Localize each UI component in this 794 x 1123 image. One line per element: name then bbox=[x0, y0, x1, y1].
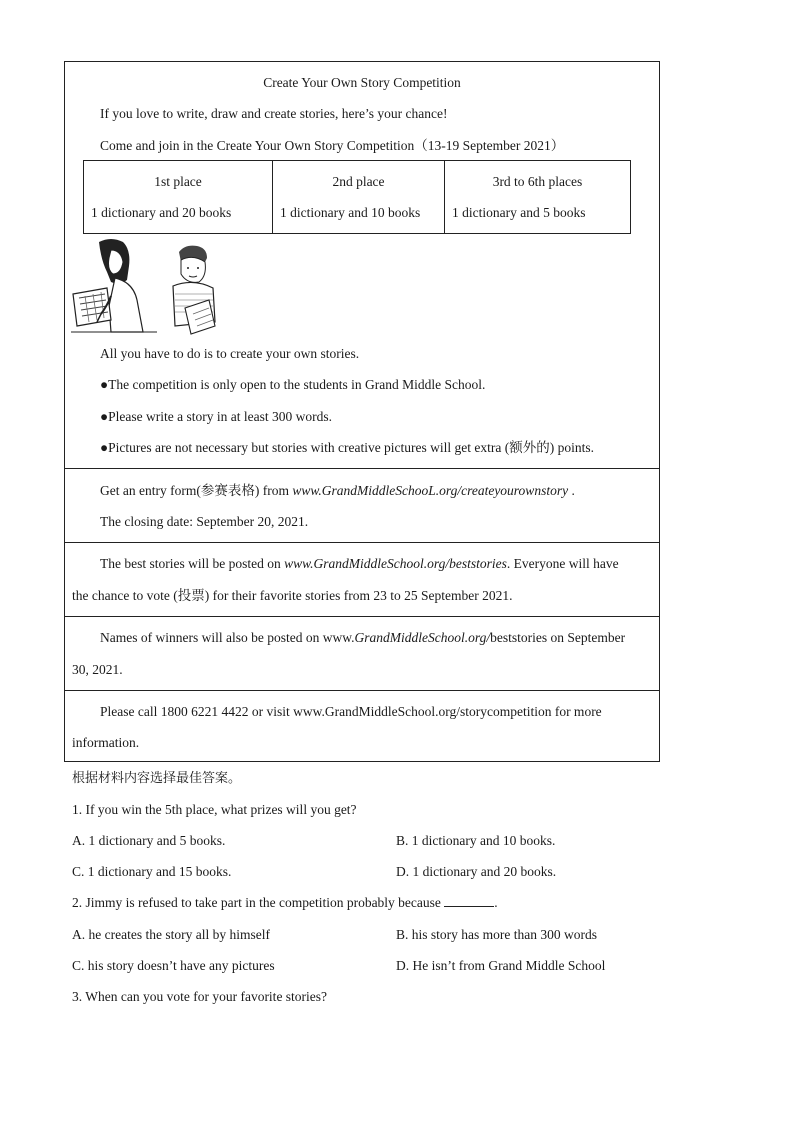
notice-rule-3: ●Pictures are not necessary but stories with creative pictures will get extra (额外的) points. bbox=[100, 440, 595, 455]
girl-writing-illustration bbox=[71, 236, 157, 336]
contact-line-1: Please call 1800 6221 4422 or visit www.GrandMiddleSchool.org/storycompetition for more bbox=[100, 704, 602, 719]
entry-line bbox=[100, 482, 575, 500]
instruction: 根据材料内容选择最佳答案。 bbox=[72, 771, 242, 786]
q2-option-a[interactable]: A. he creates the story all by himself bbox=[72, 927, 270, 942]
prize-value: 1 dictionary and 20 books bbox=[91, 205, 232, 220]
question-1: 1. If you win the 5th place, what prizes will you get? bbox=[72, 802, 357, 817]
winners-url-link[interactable]: GrandMiddleSchool.org/ bbox=[354, 630, 491, 645]
best-line-2: the chance to vote (投票) for their favorite stories from 23 to 25 September 2021. bbox=[72, 588, 513, 603]
q1-option-b[interactable]: B. 1 dictionary and 10 books. bbox=[396, 833, 556, 848]
notice-title: Create Your Own Story Competition bbox=[263, 75, 461, 90]
competition-notice bbox=[64, 61, 660, 762]
q2-prefix: 2. Jimmy is refused to take part in the competition probably because bbox=[72, 895, 445, 910]
q2-suffix: . bbox=[494, 895, 498, 910]
winners-suffix: beststories on September bbox=[490, 630, 626, 645]
winners-section bbox=[65, 616, 659, 690]
prize-place: 3rd to 6th places bbox=[492, 174, 583, 189]
prize-place: 2nd place bbox=[332, 174, 385, 189]
entry-url-link[interactable]: www.GrandMiddleSchooL.org/createyourownstory bbox=[292, 483, 569, 498]
entry-section bbox=[65, 468, 659, 542]
boy-writing-illustration bbox=[163, 242, 223, 338]
notice-main-section bbox=[65, 62, 659, 468]
q2-option-c[interactable]: C. his story doesn’t have any pictures bbox=[72, 958, 275, 973]
answer-blank bbox=[444, 894, 494, 907]
notice-rule-1: ●The competition is only open to the students in Grand Middle School. bbox=[100, 377, 486, 392]
question-2 bbox=[72, 894, 498, 912]
best-prefix: The best stories will be posted on bbox=[100, 556, 285, 571]
prize-col-3rd-6th bbox=[444, 161, 630, 233]
contact-line-2: information. bbox=[72, 735, 140, 750]
contact-section bbox=[65, 690, 659, 761]
q1-option-a[interactable]: A. 1 dictionary and 5 books. bbox=[72, 833, 226, 848]
q2-option-b[interactable]: B. his story has more than 300 words bbox=[396, 927, 597, 942]
q2-option-d[interactable]: D. He isn’t from Grand Middle School bbox=[396, 958, 606, 973]
question-3: 3. When can you vote for your favorite stories? bbox=[72, 989, 328, 1004]
prize-value: 1 dictionary and 10 books bbox=[280, 205, 421, 220]
entry-prefix: Get an entry form(参赛表格) from bbox=[100, 483, 293, 498]
winners-line-2: 30, 2021. bbox=[72, 662, 123, 677]
entry-suffix: . bbox=[568, 483, 575, 498]
best-url-link[interactable]: www.GrandMiddleSchool.org/beststories bbox=[284, 556, 507, 571]
q1-option-c[interactable]: C. 1 dictionary and 15 books. bbox=[72, 864, 232, 879]
notice-join: Come and join in the Create Your Own Story Competition（13-19 September 2021） bbox=[100, 138, 565, 153]
prize-place: 1st place bbox=[154, 174, 202, 189]
winners-prefix: Names of winners will also be posted on www. bbox=[100, 630, 355, 645]
prize-col-2nd bbox=[272, 161, 444, 233]
best-suffix: . Everyone will have bbox=[506, 556, 619, 571]
notice-intro: If you love to write, draw and create stories, here’s your chance! bbox=[100, 106, 448, 121]
winners-line-1 bbox=[100, 629, 625, 647]
best-stories-section bbox=[65, 542, 659, 616]
prize-col-1st bbox=[84, 161, 272, 233]
prize-value: 1 dictionary and 5 books bbox=[452, 205, 586, 220]
notice-task: All you have to do is to create your own stories. bbox=[100, 346, 360, 361]
best-line-1 bbox=[100, 555, 619, 573]
prize-table bbox=[83, 160, 631, 234]
q1-option-d[interactable]: D. 1 dictionary and 20 books. bbox=[396, 864, 557, 879]
notice-rule-2: ●Please write a story in at least 300 words. bbox=[100, 409, 332, 424]
closing-date: The closing date: September 20, 2021. bbox=[100, 514, 309, 529]
